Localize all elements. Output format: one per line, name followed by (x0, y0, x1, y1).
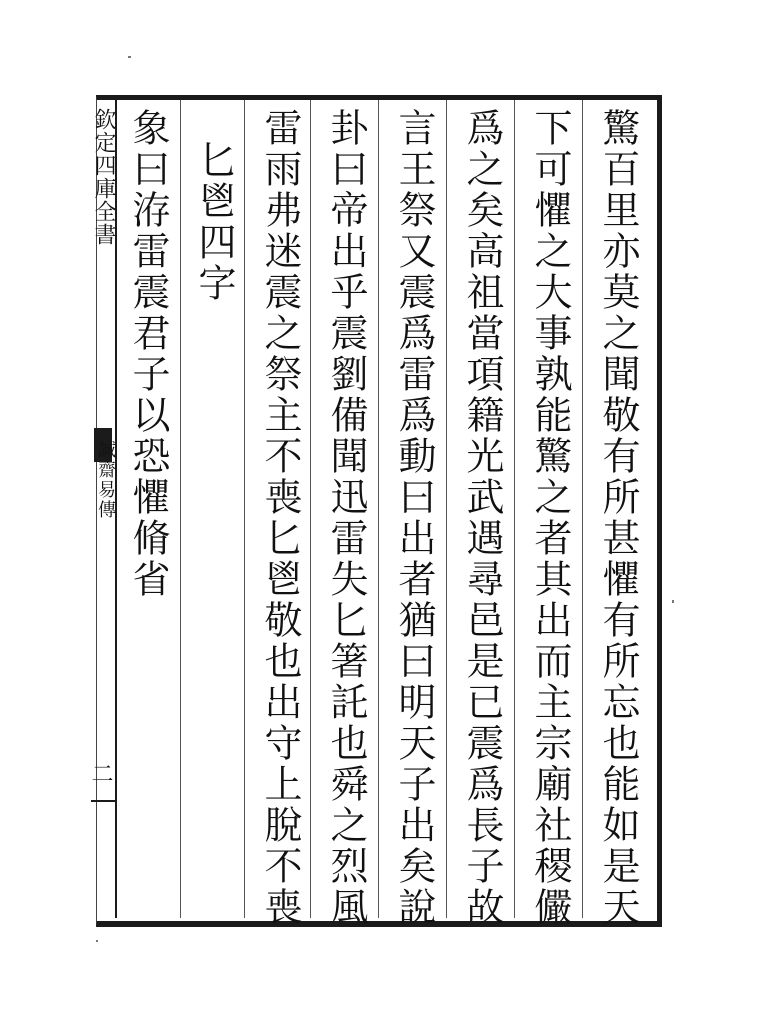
book-title: 欽定四庫全書 (91, 108, 116, 246)
scan-speck (96, 940, 98, 942)
text-column-5: 卦曰帝出乎震劉備聞迅雷失匕箸託也舜之烈風 (324, 108, 368, 928)
text-column-3: 爲之矣高祖當項籍光武遇尋邑是已震爲長子故 (460, 108, 504, 928)
column-rule (180, 100, 181, 918)
column-rule (378, 100, 379, 918)
column-rule (582, 100, 583, 918)
text-column-4: 言王祭又震爲雷爲動曰出者猶曰明天子出矣說 (392, 108, 436, 928)
scan-speck (672, 600, 674, 603)
book-subtitle: 誠齋易傳 (95, 440, 116, 520)
text-column-2: 下可懼之大事孰能驚之者其出而主宗廟社稷儼 (528, 108, 572, 928)
text-column-7: 匕鬯四字 (192, 140, 236, 304)
text-column-1: 驚百里亦莫之聞敬有所甚懼有所忘也能如是天 (596, 108, 640, 928)
column-rule (446, 100, 447, 918)
scan-speck (128, 56, 131, 58)
column-rule (244, 100, 245, 918)
text-column-6: 雷雨弗迷震之祭主不喪匕鬯敬也出守上脫不喪 (258, 108, 302, 928)
column-rule (310, 100, 311, 918)
fold-tick (91, 800, 117, 802)
page-number: 二 (88, 762, 113, 784)
text-column-8: 象曰洊雷震君子以恐懼脩省 (126, 108, 170, 600)
column-rule (514, 100, 515, 918)
